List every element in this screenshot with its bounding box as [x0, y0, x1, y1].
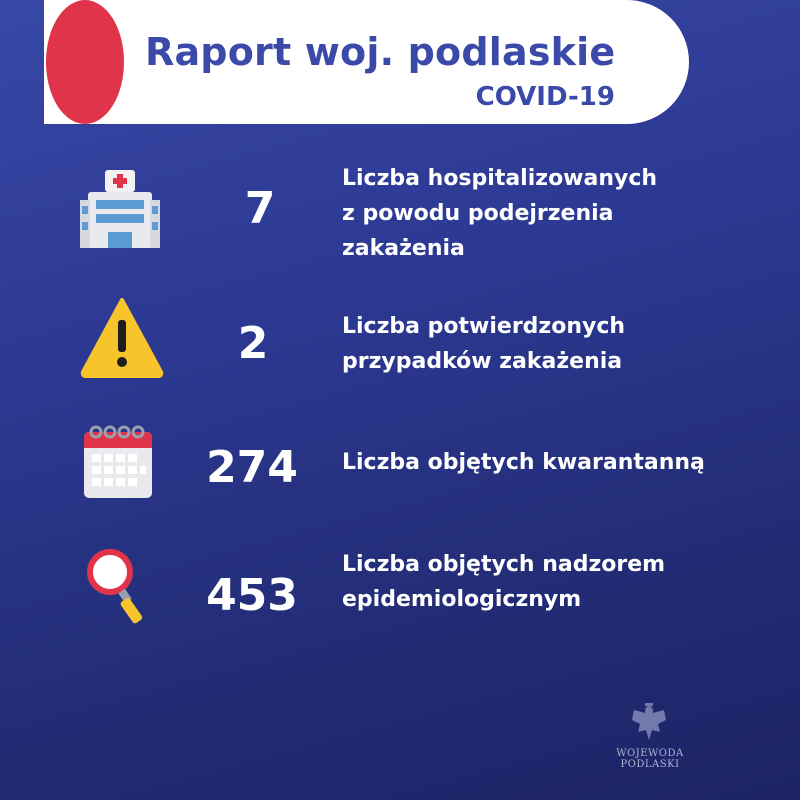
- quarantine-label: [342, 445, 705, 480]
- footer-text: WOJEWODA PODLASKI: [616, 748, 684, 770]
- hospitalized-label-line-3: zakażenia: [342, 236, 465, 261]
- hospital-icon: [80, 170, 160, 254]
- surveillance-value: 453: [206, 570, 298, 621]
- calendar-icon: [84, 424, 152, 502]
- hospitalized-label: [342, 161, 657, 266]
- confirmed-label-line-2: przypadków zakażenia: [342, 349, 623, 374]
- warning-icon: [80, 296, 164, 382]
- confirmed-label-line-1: Liczba potwierdzonych: [342, 314, 626, 339]
- magnifier-icon: [86, 548, 148, 628]
- page-subtitle: COVID-19: [475, 82, 615, 112]
- surveillance-label: [342, 547, 665, 617]
- confirmed-label: [342, 309, 625, 379]
- confirmed-value: 2: [237, 318, 269, 369]
- hospitalized-label-line-2: z powodu podejrzenia: [342, 201, 614, 226]
- quarantine-label-line-1: Liczba objętych kwarantanną: [342, 450, 705, 475]
- surveillance-label-line-2: epidemiologicznym: [342, 587, 582, 612]
- hospitalized-label-line-1: Liczba hospitalizowanych: [342, 166, 658, 191]
- red-circle-decoration: [46, 0, 124, 124]
- quarantine-value: 274: [206, 442, 298, 493]
- page-title: Raport woj. podlaskie: [145, 30, 616, 74]
- surveillance-label-line-1: Liczba objętych nadzorem: [342, 552, 666, 577]
- hospitalized-value: 7: [244, 183, 276, 234]
- eagle-emblem-icon: [630, 702, 668, 746]
